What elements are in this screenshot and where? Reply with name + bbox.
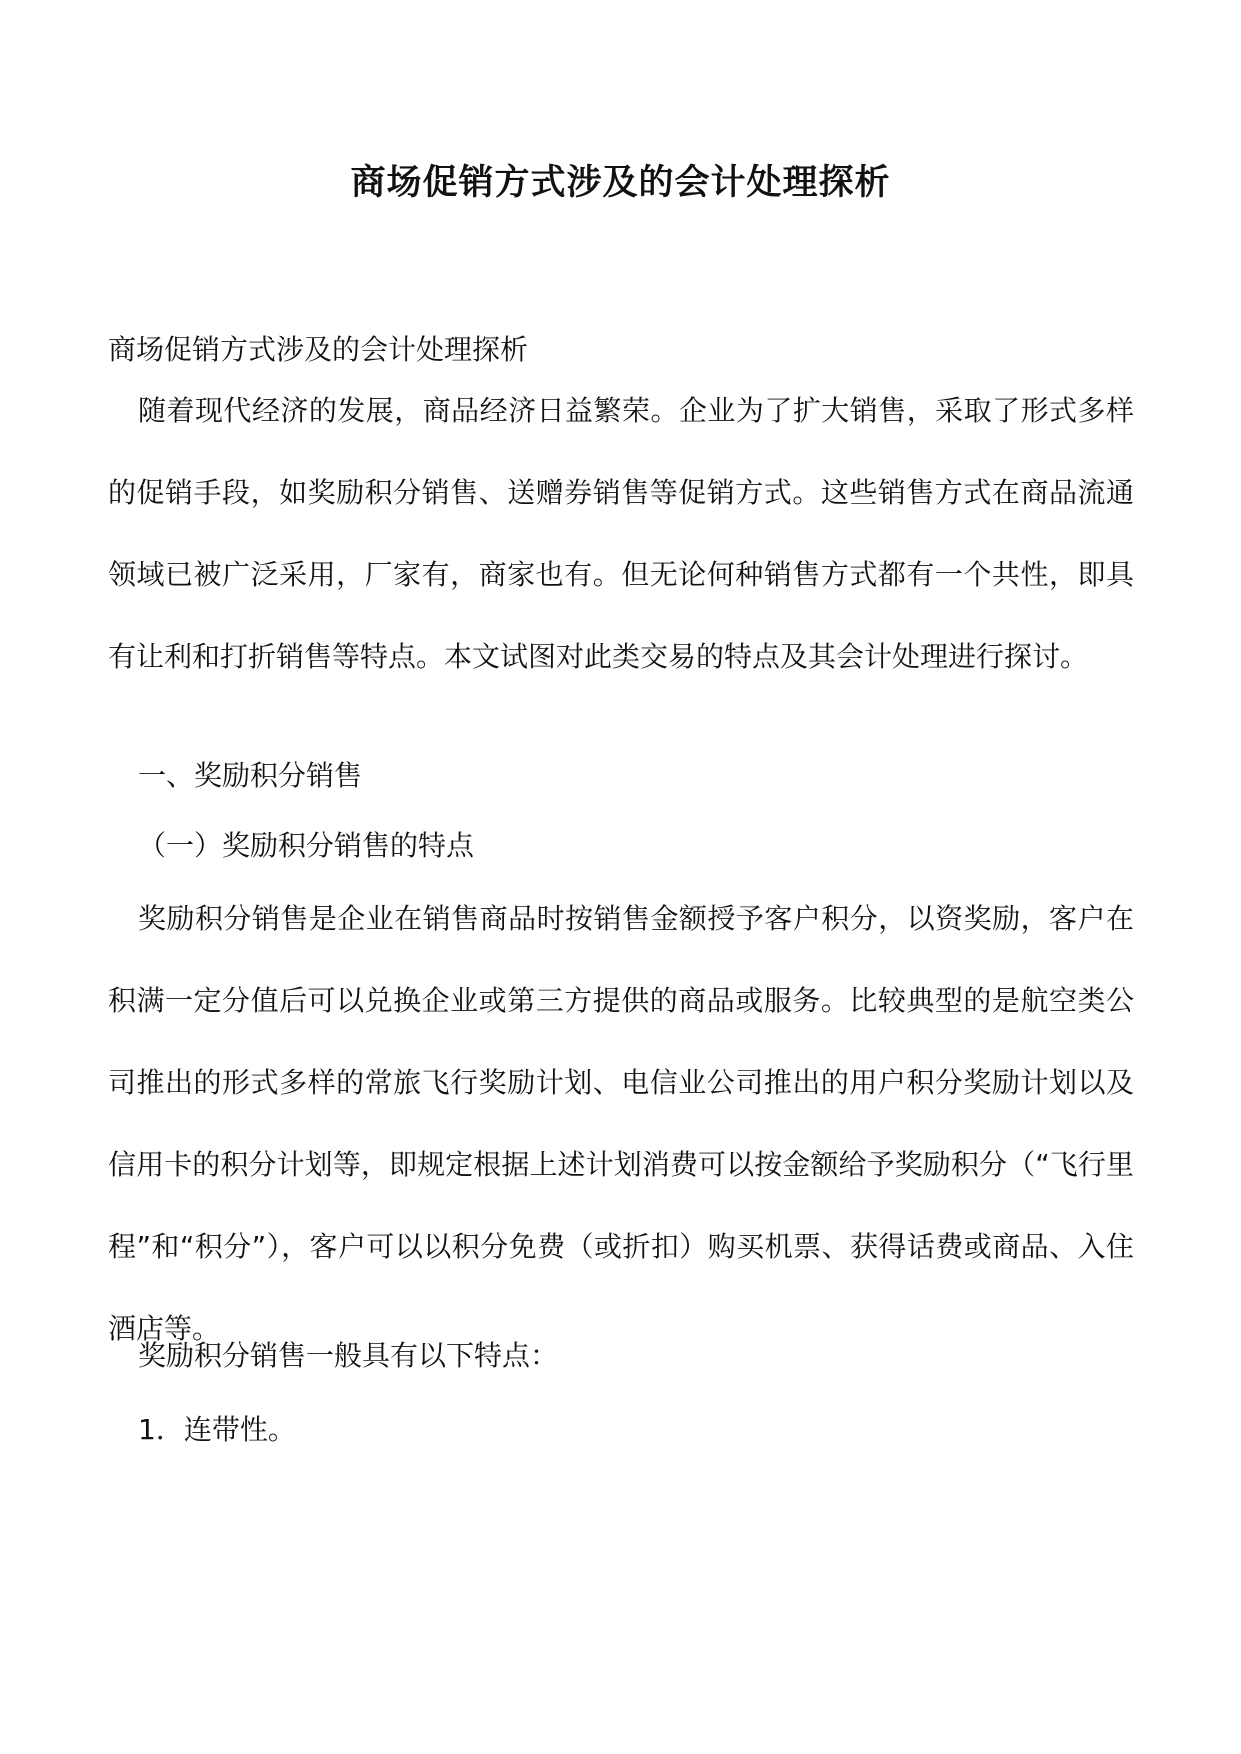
document-subtitle: 商场促销方式涉及的会计处理探析 <box>108 333 529 366</box>
paragraph-intro: 随着现代经济的发展，商品经济日益繁荣。企业为了扩大销售，采取了形式多样的促销手段，如奖励积分销售、送赠券销售等促销方式。这些销售方式在商品流通领域已被广泛采用，厂家有，商家也有。但无论何种销售方式都有一个共性，即具有让利和打折销售等特点。本文试图对此类交易的特点及其会计处理进行探讨。 <box>108 394 1134 673</box>
paragraph-features-intro: 奖励积分销售一般具有以下特点： <box>138 1339 559 1372</box>
paragraph-points-sales: 奖励积分销售是企业在销售商品时按销售金额授予客户积分，以资奖励，客户在积满一定分值后可以兑换企业或第三方提供的商品或服务。比较典型的是航空类公司推出的形式多样的常旅飞行奖励计划、电信业公司推出的用户积分奖励计划以及信用卡的积分计划等，即规定根据上述计划消费可以按金额给予奖励积分（“飞行里程”和“积分”），客户可以以积分免费（或折扣）购买机票、获得话费或商品、入住酒店等。 <box>108 902 1134 1345</box>
section-heading-1: 一、奖励积分销售 <box>138 759 363 792</box>
list-item-1: 1．连带性。 <box>138 1413 296 1446</box>
subsection-heading-1: （一）奖励积分销售的特点 <box>138 829 475 862</box>
document-title: 商场促销方式涉及的会计处理探析 <box>350 163 891 203</box>
